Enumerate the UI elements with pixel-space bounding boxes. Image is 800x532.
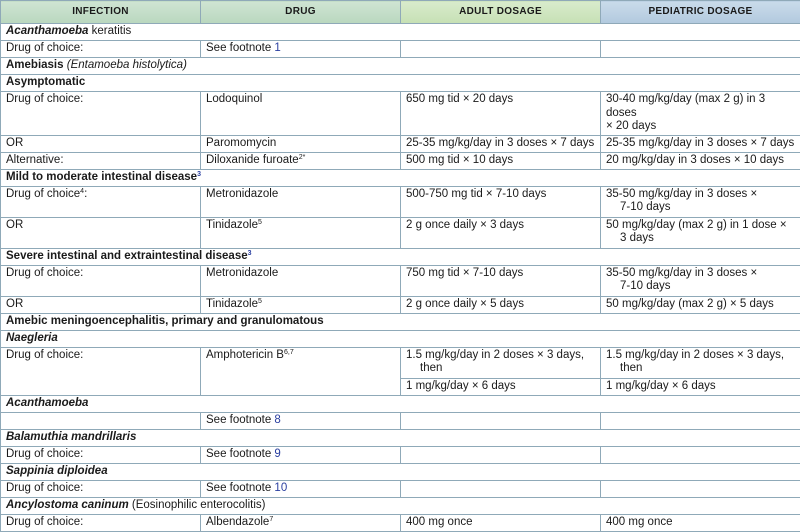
- footnote-link[interactable]: 10: [274, 482, 287, 494]
- drug-name: Amphotericin B: [206, 349, 284, 361]
- cell-drug: [201, 347, 401, 395]
- cell-drug: [201, 152, 401, 169]
- cell-adult: 500 mg tid × 10 days: [401, 152, 601, 169]
- cell-adult: 2 g once daily × 3 days: [401, 217, 601, 248]
- subsection-mild-moderate: [1, 169, 800, 186]
- header-infection: INFECTION: [1, 1, 201, 24]
- dose-line: then: [606, 362, 642, 374]
- cell-drug: [201, 412, 401, 429]
- cell-infection: Drug of choice:: [1, 92, 201, 136]
- cell-adult: 2 g once daily × 5 days: [401, 296, 601, 313]
- subsection-acanthamoeba: Acanthamoeba: [1, 395, 800, 412]
- organism-name: Ancylostoma caninum: [6, 499, 129, 511]
- dose-line: 3 days: [606, 232, 654, 244]
- cell-adult: [401, 41, 601, 58]
- cell-pediatric: 1 mg/kg/day × 6 days: [601, 378, 800, 395]
- cell-adult: 650 mg tid × 20 days: [401, 92, 601, 136]
- cell-adult: 400 mg once: [401, 514, 601, 531]
- dose-line: 1.5 mg/kg/day in 2 doses × 3 days,: [406, 349, 584, 361]
- cell-drug: Paromomycin: [201, 135, 401, 152]
- subsection-naegleria: Naegleria: [1, 330, 800, 347]
- dose-line: 50 mg/kg/day (max 2 g) in 1 dose ×: [606, 219, 787, 231]
- table-row: [1, 514, 800, 531]
- subsection-row: [1, 75, 800, 92]
- header-adult-dosage: ADULT DOSAGE: [401, 1, 601, 24]
- section-title: Amebiasis: [6, 59, 67, 71]
- cell-drug: [201, 446, 401, 463]
- table-row: [1, 41, 800, 58]
- subsection-balamuthia: Balamuthia mandrillaris: [1, 429, 800, 446]
- drug-name: Albendazole: [206, 516, 269, 528]
- cell-drug: Metronidazole: [201, 186, 401, 217]
- cell-adult: [401, 480, 601, 497]
- cell-pediatric: [601, 41, 800, 58]
- subsection-asymptomatic: Asymptomatic: [1, 75, 800, 92]
- cell-infection: Drug of choice:: [1, 41, 201, 58]
- section-row: [1, 58, 800, 75]
- table-row: [1, 296, 800, 313]
- cell-adult: [401, 347, 601, 378]
- table-row: [1, 265, 800, 296]
- cell-pediatric: 20 mg/kg/day in 3 doses × 10 days: [601, 152, 800, 169]
- section-amebiasis: [1, 58, 800, 75]
- cell-drug: [201, 217, 401, 248]
- footnote-text: See footnote: [206, 482, 274, 494]
- dose-line: × 20 days: [606, 120, 656, 132]
- drug-name: Diloxanide furoate: [206, 154, 299, 166]
- cell-pediatric: [601, 480, 800, 497]
- cell-infection: Drug of choice:: [1, 514, 201, 531]
- cell-drug: [201, 296, 401, 313]
- cell-drug: [201, 514, 401, 531]
- footnote-text: See footnote: [206, 42, 274, 54]
- cell-adult: [401, 446, 601, 463]
- section-row: [1, 24, 800, 41]
- subsection-row: [1, 248, 800, 265]
- drug-name: Tinidazole: [206, 298, 258, 310]
- section-row: [1, 497, 800, 514]
- dose-line: 35-50 mg/kg/day in 3 doses ×: [606, 188, 757, 200]
- section-suffix: keratitis: [88, 25, 131, 37]
- cell-pediatric: 400 mg once: [601, 514, 800, 531]
- subsection-title: Severe intestinal and extraintestinal disease: [6, 250, 248, 262]
- cell-pediatric: [601, 347, 800, 378]
- cell-pediatric: [601, 412, 800, 429]
- organism-name: Acanthamoeba: [6, 25, 88, 37]
- subsection-severe: [1, 248, 800, 265]
- dose-line: 7-10 days: [606, 280, 671, 292]
- header-row: [1, 1, 800, 24]
- footnote-marker: 5: [258, 219, 262, 226]
- subsection-row: [1, 429, 800, 446]
- header-drug: DRUG: [201, 1, 401, 24]
- footnote-marker: 3: [248, 250, 252, 257]
- cell-infection: [1, 412, 201, 429]
- subsection-title: Mild to moderate intestinal disease: [6, 171, 197, 183]
- table-row: [1, 412, 800, 429]
- cell-drug: Metronidazole: [201, 265, 401, 296]
- table-row: [1, 217, 800, 248]
- cell-drug: [201, 480, 401, 497]
- dose-line: 7-10 days: [606, 201, 671, 213]
- footnote-link[interactable]: 9: [274, 448, 280, 460]
- cell-drug: [201, 41, 401, 58]
- cell-infection: Alternative:: [1, 152, 201, 169]
- cell-pediatric: [601, 217, 800, 248]
- header-pediatric-dosage: PEDIATRIC DOSAGE: [601, 1, 800, 24]
- footnote-marker: 7: [269, 516, 273, 523]
- footnote-link[interactable]: 1: [274, 42, 280, 54]
- footnote-marker: 5: [258, 298, 262, 305]
- subsection-row: [1, 463, 800, 480]
- dose-line: 30-40 mg/kg/day (max 2 g) in 3 doses: [606, 93, 765, 119]
- cell-adult: [401, 412, 601, 429]
- cell-pediatric: [601, 92, 800, 136]
- section-ancylostoma: [1, 497, 800, 514]
- row-label: Drug of choice: [6, 188, 80, 200]
- cell-infection: Drug of choice:: [1, 446, 201, 463]
- table-row: [1, 186, 800, 217]
- table-row: [1, 152, 800, 169]
- footnote-marker: 3: [197, 171, 201, 178]
- table-row: [1, 446, 800, 463]
- cell-infection: OR: [1, 135, 201, 152]
- row-label-colon: :: [84, 188, 87, 200]
- section-paren: (Eosinophilic enterocolitis): [129, 499, 266, 511]
- section-paren: (Entamoeba histolytica): [67, 59, 187, 71]
- cell-pediatric: 50 mg/kg/day (max 2 g) × 5 days: [601, 296, 800, 313]
- dose-line: 35-50 mg/kg/day in 3 doses ×: [606, 267, 757, 279]
- subsection-row: [1, 169, 800, 186]
- cell-pediatric: [601, 186, 800, 217]
- subsection-row: [1, 395, 800, 412]
- cell-infection: Drug of choice:: [1, 480, 201, 497]
- section-acanthamoeba-keratitis: [1, 24, 800, 41]
- cell-infection: [1, 186, 201, 217]
- cell-drug: Lodoquinol: [201, 92, 401, 136]
- cell-infection: Drug of choice:: [1, 265, 201, 296]
- subsection-sappinia: Sappinia diploidea: [1, 463, 800, 480]
- drug-name: Tinidazole: [206, 219, 258, 231]
- cell-pediatric: 25-35 mg/kg/day in 3 doses × 7 days: [601, 135, 800, 152]
- dose-line: then: [406, 362, 442, 374]
- cell-adult: 1 mg/kg/day × 6 days: [401, 378, 601, 395]
- footnote-marker: 4: [80, 188, 84, 195]
- dose-line: 1.5 mg/kg/day in 2 doses × 3 days,: [606, 349, 784, 361]
- section-amebic-meningoencephalitis: Amebic meningoencephalitis, primary and granulomatous: [1, 313, 800, 330]
- cell-adult: 25-35 mg/kg/day in 3 doses × 7 days: [401, 135, 601, 152]
- footnote-text: See footnote: [206, 448, 274, 460]
- table-row: [1, 92, 800, 136]
- cell-infection: Drug of choice:: [1, 347, 201, 395]
- footnote-marker: 2*: [299, 154, 306, 161]
- cell-adult: 500-750 mg tid × 7-10 days: [401, 186, 601, 217]
- subsection-row: [1, 330, 800, 347]
- cell-adult: 750 mg tid × 7-10 days: [401, 265, 601, 296]
- cell-infection: OR: [1, 217, 201, 248]
- cell-pediatric: [601, 265, 800, 296]
- table-row: [1, 347, 800, 378]
- footnote-link[interactable]: 8: [274, 414, 280, 426]
- footnote-text: See footnote: [206, 414, 274, 426]
- cell-infection: OR: [1, 296, 201, 313]
- table-row: [1, 135, 800, 152]
- section-row: [1, 313, 800, 330]
- table-row: [1, 480, 800, 497]
- cell-pediatric: [601, 446, 800, 463]
- footnote-marker: 6,7: [284, 349, 294, 356]
